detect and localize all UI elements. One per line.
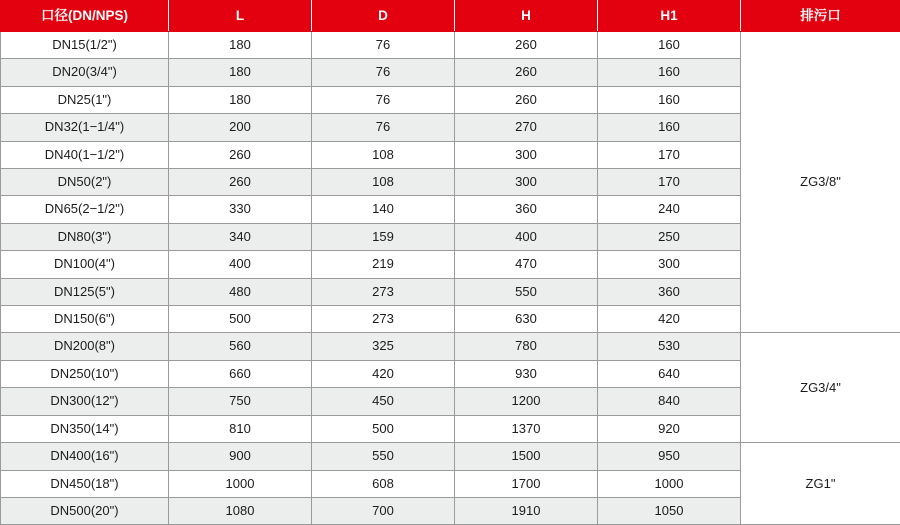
cell-dn: DN200(8") [1,333,169,360]
cell-d: 219 [312,251,455,278]
table-header [1,1,900,32]
cell-l: 180 [169,32,312,59]
cell-d: 76 [312,114,455,141]
cell-h: 300 [455,169,598,196]
cell-h: 260 [455,86,598,113]
column-header-dn: 口径(DN/NPS) [1,1,169,32]
cell-d: 76 [312,86,455,113]
cell-dn: DN300(12") [1,388,169,415]
cell-dn: DN20(3/4") [1,59,169,86]
cell-h1: 1000 [598,470,741,497]
cell-h1: 160 [598,32,741,59]
cell-l: 400 [169,251,312,278]
cell-l: 660 [169,360,312,387]
cell-d: 325 [312,333,455,360]
cell-dn: DN250(10") [1,360,169,387]
cell-h1: 640 [598,360,741,387]
cell-d: 159 [312,223,455,250]
cell-l: 500 [169,306,312,333]
cell-drain-port: ZG3/4" [741,333,900,443]
cell-h: 1910 [455,497,598,524]
cell-drain-port: ZG3/8" [741,32,900,333]
cell-h1: 420 [598,306,741,333]
cell-h1: 250 [598,223,741,250]
table-row [1,333,900,360]
cell-d: 450 [312,388,455,415]
cell-h: 1200 [455,388,598,415]
cell-d: 608 [312,470,455,497]
cell-d: 76 [312,59,455,86]
column-header-d: D [312,1,455,32]
cell-h: 930 [455,360,598,387]
cell-h1: 360 [598,278,741,305]
cell-l: 480 [169,278,312,305]
cell-dn: DN125(5") [1,278,169,305]
cell-h: 780 [455,333,598,360]
column-header-h1: H1 [598,1,741,32]
cell-h: 1370 [455,415,598,442]
cell-l: 750 [169,388,312,415]
cell-h: 1500 [455,443,598,470]
cell-h: 400 [455,223,598,250]
cell-dn: DN350(14") [1,415,169,442]
cell-h1: 300 [598,251,741,278]
cell-h: 270 [455,114,598,141]
cell-d: 108 [312,169,455,196]
cell-drain-port: ZG1" [741,443,900,525]
cell-dn: DN400(16") [1,443,169,470]
cell-h1: 240 [598,196,741,223]
cell-dn: DN500(20") [1,497,169,524]
cell-dn: DN15(1/2") [1,32,169,59]
cell-l: 180 [169,59,312,86]
cell-h1: 1050 [598,497,741,524]
cell-l: 1080 [169,497,312,524]
table-row [1,32,900,59]
cell-d: 273 [312,278,455,305]
cell-l: 260 [169,141,312,168]
cell-dn: DN25(1") [1,86,169,113]
cell-dn: DN65(2−1/2") [1,196,169,223]
cell-dn: DN32(1−1/4") [1,114,169,141]
column-header-drain: 排污口 [741,1,900,32]
cell-dn: DN40(1−1/2") [1,141,169,168]
cell-l: 200 [169,114,312,141]
cell-l: 260 [169,169,312,196]
cell-d: 700 [312,497,455,524]
cell-d: 550 [312,443,455,470]
cell-h: 1700 [455,470,598,497]
cell-dn: DN150(6") [1,306,169,333]
cell-l: 330 [169,196,312,223]
cell-dn: DN80(3") [1,223,169,250]
table-body [1,32,900,525]
table-header-row [1,1,900,32]
cell-d: 108 [312,141,455,168]
cell-h1: 840 [598,388,741,415]
cell-dn: DN50(2") [1,169,169,196]
cell-d: 420 [312,360,455,387]
cell-dn: DN100(4") [1,251,169,278]
cell-h: 470 [455,251,598,278]
cell-d: 76 [312,32,455,59]
cell-h: 360 [455,196,598,223]
column-header-h: H [455,1,598,32]
column-header-l: L [169,1,312,32]
cell-h1: 530 [598,333,741,360]
cell-d: 273 [312,306,455,333]
cell-h: 630 [455,306,598,333]
cell-l: 180 [169,86,312,113]
cell-l: 560 [169,333,312,360]
cell-h1: 170 [598,141,741,168]
cell-h1: 160 [598,59,741,86]
cell-h: 300 [455,141,598,168]
cell-l: 810 [169,415,312,442]
cell-h: 260 [455,32,598,59]
cell-d: 140 [312,196,455,223]
cell-h: 550 [455,278,598,305]
table-row [1,443,900,470]
cell-h1: 160 [598,114,741,141]
cell-l: 1000 [169,470,312,497]
cell-d: 500 [312,415,455,442]
cell-h1: 170 [598,169,741,196]
cell-h1: 160 [598,86,741,113]
cell-l: 340 [169,223,312,250]
cell-h1: 920 [598,415,741,442]
cell-dn: DN450(18") [1,470,169,497]
cell-h: 260 [455,59,598,86]
cell-h1: 950 [598,443,741,470]
cell-l: 900 [169,443,312,470]
